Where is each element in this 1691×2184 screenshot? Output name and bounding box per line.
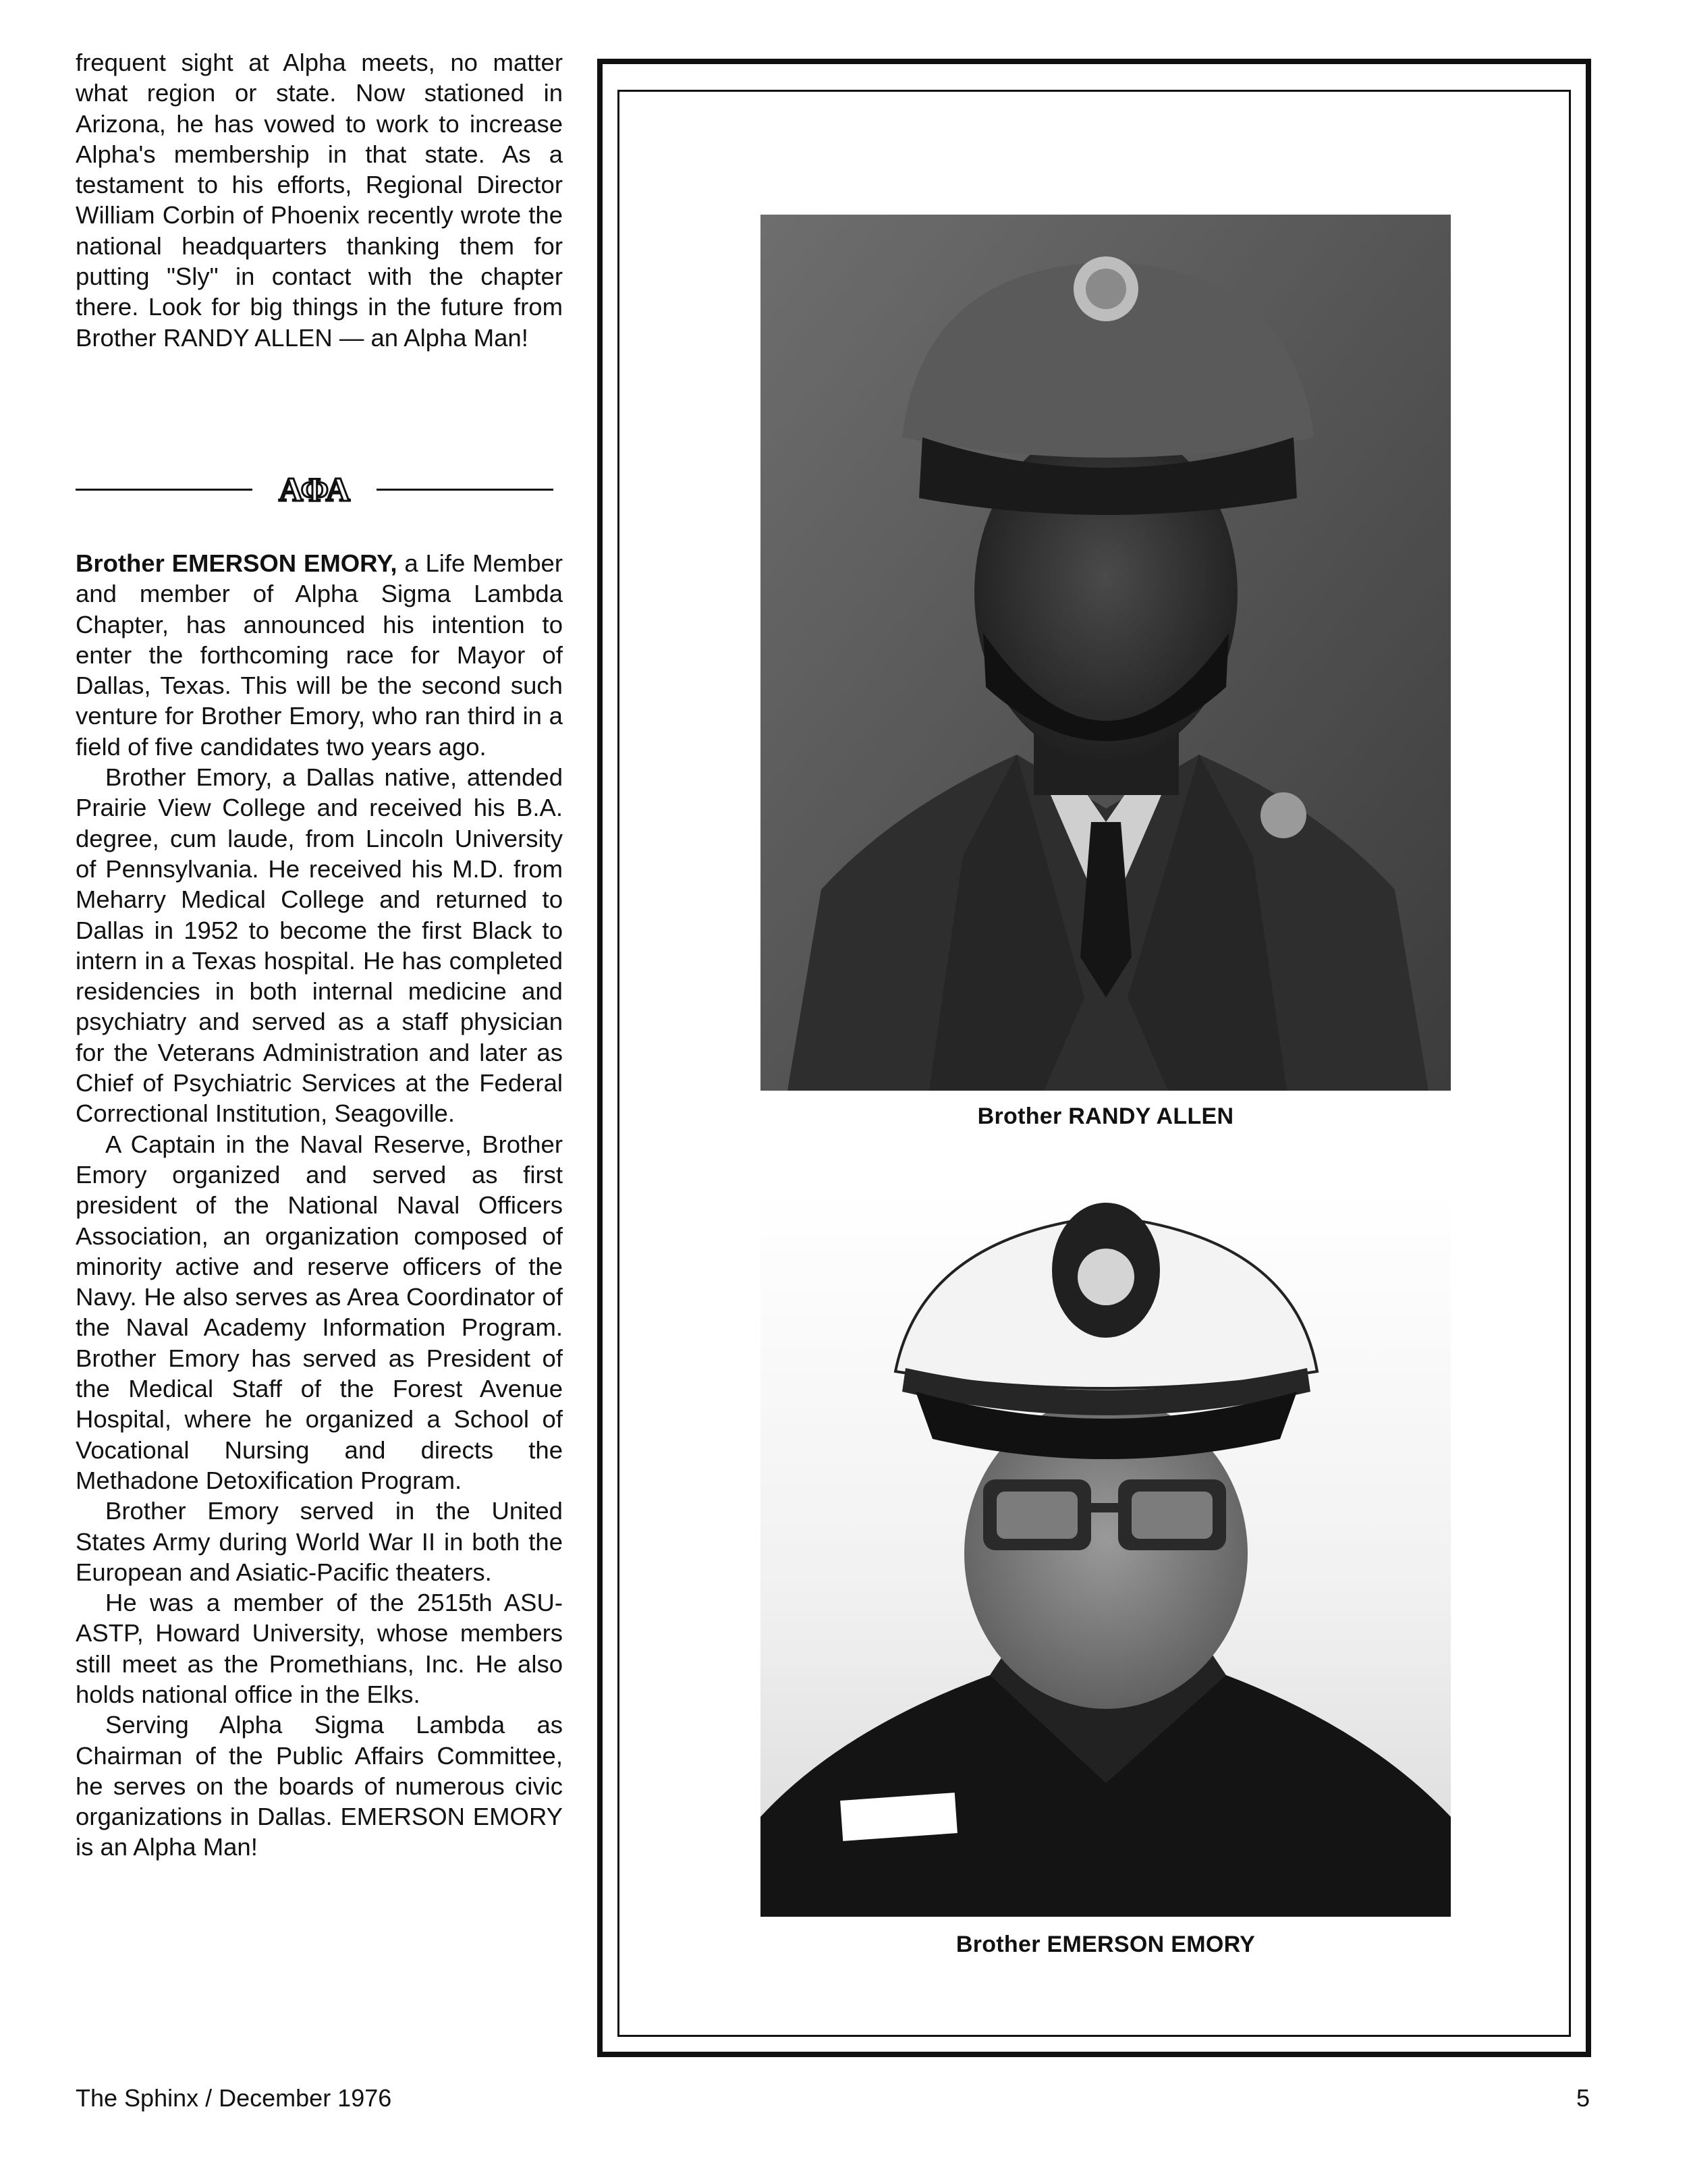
page-number: 5 bbox=[1576, 2084, 1590, 2112]
caption-emerson-emory: Brother EMERSON EMORY bbox=[955, 1932, 1256, 1957]
section-divider bbox=[76, 464, 553, 512]
photo-randy-allen bbox=[760, 215, 1451, 1091]
paragraph-emory-navy: A Captain in the Naval Reserve, Brother Emory organized and served as first president of the National Naval Officers Association, an organization composed of minority active and reserve officers of the Navy. He also serves as Area Coordinator of the Naval Academy Information Program. Brother Emory has served as President of the Medical Staff of the Forest Avenue Hospital, where he organized a School of Vocational Nursing and directs the Methadone Detoxification Program. bbox=[76, 1130, 563, 1494]
photo-emerson-emory bbox=[760, 1189, 1451, 1917]
emory-name-lead: Brother EMERSON EMORY, bbox=[76, 549, 397, 577]
portrait-navy-uniform-image bbox=[760, 1189, 1451, 1917]
crest-letters: ΑΦΑ bbox=[279, 470, 350, 508]
paragraph-emory-army: Brother Emory served in the United States Army during World War II in both the European and Asiatic-Pacific theaters. bbox=[76, 1497, 563, 1586]
article-column-emory bbox=[76, 548, 563, 1863]
fraternity-crest-icon bbox=[252, 464, 377, 512]
divider-rule-right bbox=[377, 489, 553, 491]
divider-rule-left bbox=[76, 489, 252, 491]
paragraph-emory-intro bbox=[76, 548, 563, 762]
caption-randy-allen: Brother RANDY ALLEN bbox=[977, 1103, 1234, 1129]
paragraph-emory-civic: Serving Alpha Sigma Lambda as Chairman of the Public Affairs Committee, he serves on the boards of numerous civic organizations in Dallas. EMERSON EMORY is an Alpha Man! bbox=[76, 1711, 563, 1861]
paragraph-randy-allen-end: frequent sight at Alpha meets, no matter what region or state. Now stationed in Arizona, he has vowed to work to increase Alpha's membership in that state. As a testament to his efforts, Regional Director William Corbin of Phoenix recently wrote the national headquarters thanking them for putting "Sly" in contact with the chapter there. Look for big things in the future from Brother RANDY ALLEN — an Alpha Man! bbox=[76, 49, 563, 352]
emory-intro-text: a Life Member and member of Alpha Sigma Lambda Chapter, has announced his intention to enter the forthcoming race for Mayor of Dallas, Texas. This will be the second such venture for Brother Emory, who ran third in a field of five candidates two years ago. bbox=[76, 549, 563, 761]
article-column-top bbox=[76, 47, 563, 353]
paragraph-emory-education: Brother Emory, a Dallas native, attended Prairie View College and received his B.A. degree, cum laude, from Lincoln University of Pennsylvania. He received his M.D. from Meharry Medical College and returned to Dallas in 1952 to become the first Black to intern in a Texas hospital. He has completed residencies in both internal medicine and psychiatry and served as a staff physician for the Veterans Administration and later as Chief of Psychiatric Services at the Federal Correctional Institution, Seagoville. bbox=[76, 763, 563, 1128]
portrait-army-uniform-image bbox=[760, 215, 1451, 1091]
publication-footer: The Sphinx / December 1976 bbox=[76, 2084, 392, 2112]
paragraph-emory-promethians: He was a member of the 2515th ASU-ASTP, Howard University, whose members still meet as the Promethians, Inc. He also holds national office in the Elks. bbox=[76, 1589, 563, 1708]
